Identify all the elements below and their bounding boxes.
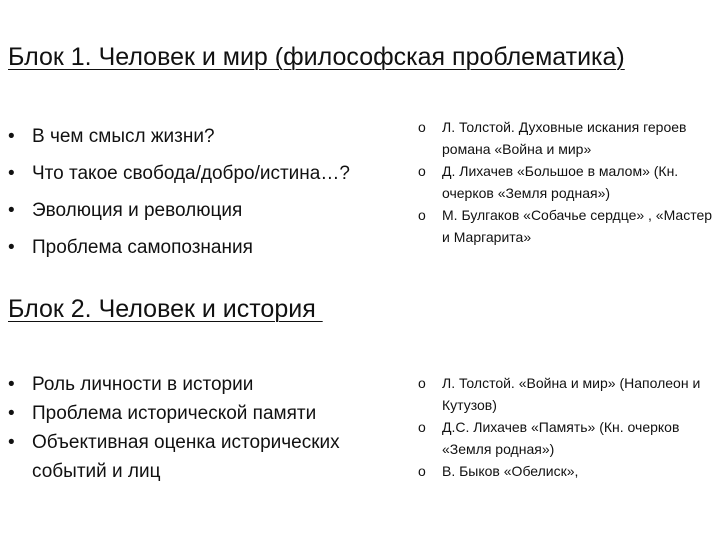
- list-item: • В чем смысл жизни?: [8, 118, 398, 155]
- block1-questions-list: [8, 118, 398, 266]
- list-item: o Д. Лихачев «Большое в малом» (Кн. очерков «Земля родная»): [418, 160, 713, 204]
- list-item: • Проблема самопознания: [8, 229, 398, 266]
- block2-title: Блок 2. Человек и история: [8, 295, 323, 323]
- list-item: • Что такое свобода/добро/истина…?: [8, 155, 398, 192]
- list-item: • Роль личности в истории: [8, 370, 398, 399]
- list-item: • Проблема исторической памяти: [8, 399, 398, 428]
- list-item: o Д.С. Лихачев «Память» (Кн. очерков «Земля родная»): [418, 416, 713, 460]
- list-item: o М. Булгаков «Собачье сердце» , «Мастер и Маргарита»: [418, 204, 713, 248]
- list-item: o Л. Толстой. Духовные искания героев романа «Война и мир»: [418, 116, 713, 160]
- list-item: o Л. Толстой. «Война и мир» (Наполеон и Кутузов): [418, 372, 713, 416]
- block2-questions-list: [8, 370, 398, 486]
- block2-works-list: [418, 372, 713, 482]
- block1-works-list: [418, 116, 713, 248]
- block1-title: Блок 1. Человек и мир (философская проблематика): [8, 43, 625, 71]
- list-item: • Эволюция и революция: [8, 192, 398, 229]
- list-item: o В. Быков «Обелиск»,: [418, 460, 713, 482]
- list-item: • Объективная оценка исторических событий и лиц: [8, 428, 398, 486]
